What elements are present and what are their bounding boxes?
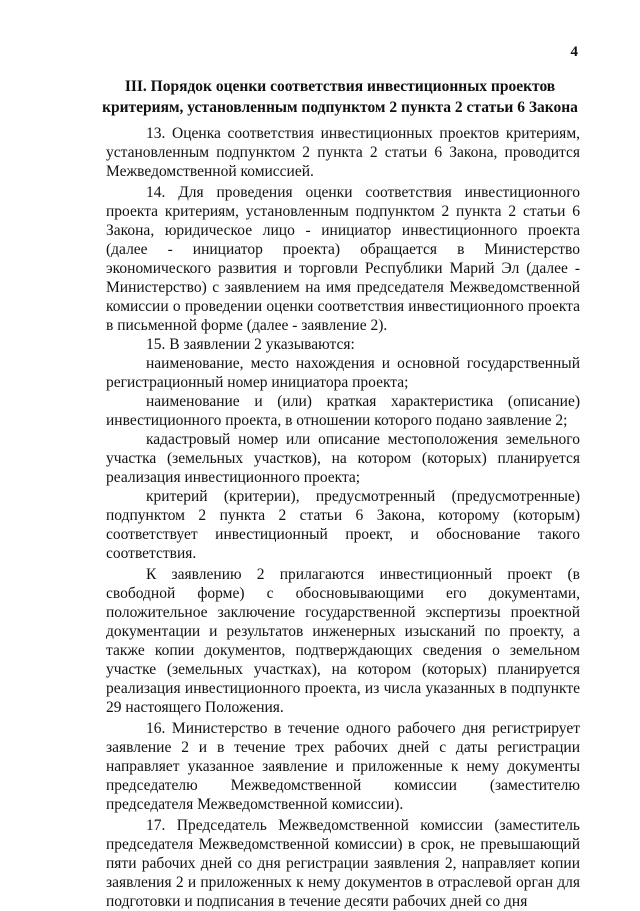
- paragraph-attachments: К заявлению 2 прилагаются инвестиционный проект (в свободной форме) с обосновывающими его документами, положительное заключение государственной экспертизы проектной документации и результатов инженерных изысканий по проекту, а также копии документов, подтверждающих сведения о земельном участке (земельных участках), на котором (которых) планируется реализация инвестиционного проекта, из числа указанных в подпункте 29 настоящего Положения.: [106, 566, 580, 716]
- list-item-name: наименование, место нахождения и основной государственный регистрационный номер инициатора проекта;: [106, 355, 580, 391]
- section-heading-line-1: III. Порядок оценки соответствия инвестиционных проектов: [124, 78, 556, 95]
- paragraph-17: 17. Председатель Межведомственной комиссии (заместитель председателя Межведомственной комиссии) в срок, не превышающий пяти рабочих дней со дня регистрации заявления 2, направляет копии заявления 2 и приложенных к нему документов в отраслевой орган для подготовки и подписания в течение десяти рабочих дней со дня: [106, 817, 580, 910]
- paragraph-13: 13. Оценка соответствия инвестиционных проектов критериям, установленным подпунктом 2 пункта 2 статьи 6 Закона, проводится Межведомственной комиссией.: [106, 125, 580, 180]
- list-item-criteria: критерий (критерии), предусмотренный (предусмотренные) подпунктом 2 пункта 2 статьи 6 Закона, которому (которым) соответствует инвестиционный проект, и обоснование такого соответствия.: [106, 488, 580, 562]
- section-heading-line-2: критериям, установленным подпунктом 2 пункта 2 статьи 6 Закона: [102, 99, 578, 116]
- paragraph-16: 16. Министерство в течение одного рабочего дня регистрирует заявление 2 и в течение трех рабочих дней с даты регистрации направляет указанное заявление и приложенные к нему документы председателю Межведомственной комиссии (заместителю председателя Межведомственной комиссии).: [106, 720, 580, 813]
- paragraph-15: 15. В заявлении 2 указываются:: [146, 336, 355, 353]
- paragraph-14: 14. Для проведения оценки соответствия инвестиционного проекта критериям, установленным подпунктом 2 пункта 2 статьи 6 Закона, юридическое лицо - инициатор инвестиционного проекта (далее - инициатор проекта) обращается в Министерство экономического развития и торговли Республики Марий Эл (далее - Министерство) с заявлением на имя председателя Межведомственной комиссии о проведении оценки соответствия инвестиционного проекта в письменной форме (далее - заявление 2).: [106, 184, 580, 334]
- document-body: [106, 124, 580, 911]
- list-item-description: наименование и (или) краткая характеристика (описание) инвестиционного проекта, в отношении которого подано заявление 2;: [106, 393, 580, 429]
- page-number: 4: [570, 44, 578, 60]
- list-item-cadastral: кадастровый номер или описание местоположения земельного участка (земельных участков), на котором (которых) планируется реализация инвестиционного проекта;: [106, 431, 580, 486]
- section-heading: [100, 76, 580, 118]
